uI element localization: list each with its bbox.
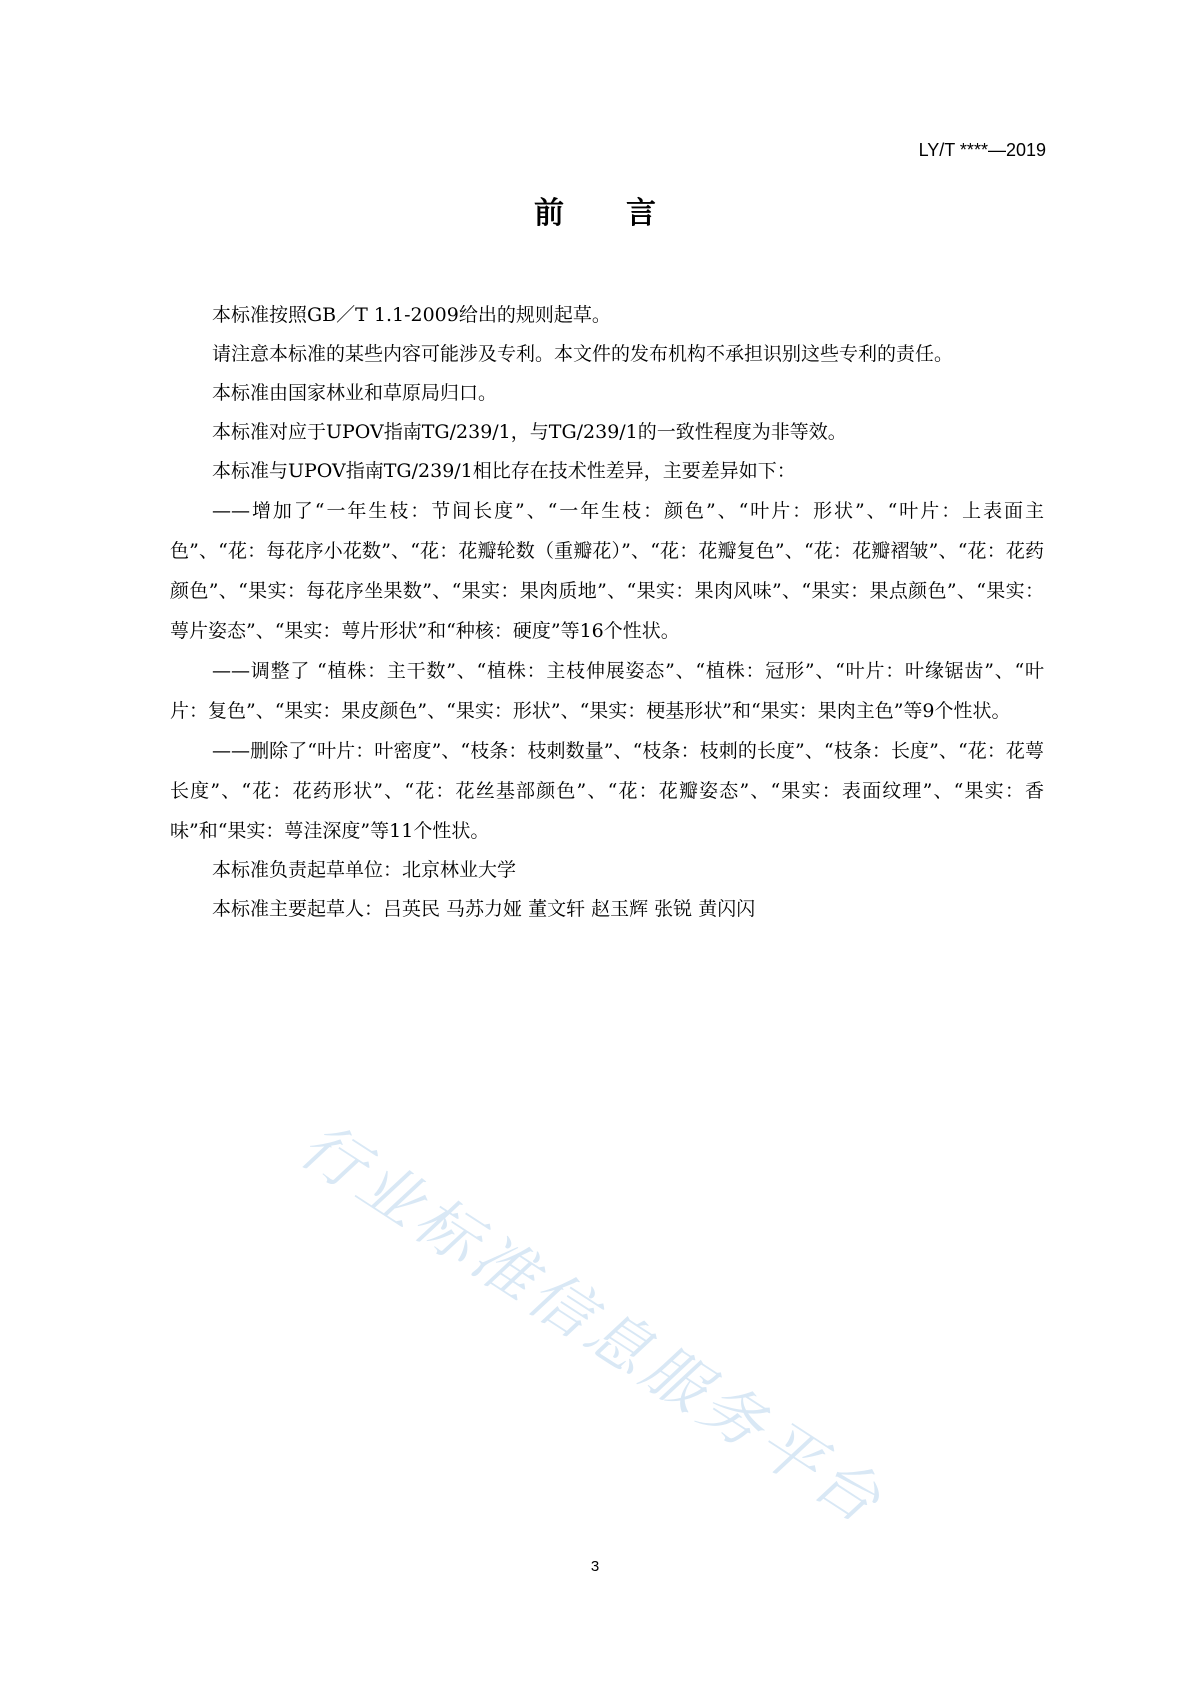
page-number: 3 (590, 1558, 600, 1575)
paragraph-deleted-traits: ——删除了“叶片：叶密度”、“枝条：枝刺数量”、“枝条：枝刺的长度”、“枝条：长度”、“花：花萼长度”、“花：花药形状”、“花：花丝基部颜色”、“花：花瓣姿态”、“果实：表面纹理”、“果实：香味”和“果实：萼洼深度”等11个性状。 (170, 740, 1044, 842)
page-title: 前言 (534, 196, 718, 231)
paragraph-differences-intro: 本标准与UPOV指南TG/239/1相比存在技术性差异，主要差异如下： (212, 460, 796, 482)
paragraph-drafting-unit: 本标准负责起草单位：北京林业大学 (212, 859, 517, 881)
watermark: 行业标准信息服务平台 (287, 1108, 898, 1540)
standard-code: LY/T ****—2019 (918, 140, 1046, 160)
paragraph-drafting-rules: 本标准按照GB／T 1.1-2009给出的规则起草。 (212, 304, 611, 326)
paragraph-drafters: 本标准主要起草人：吕英民 马苏力娅 董文轩 赵玉辉 张锐 黄闪闪 (212, 898, 756, 920)
document-body (170, 303, 1044, 936)
paragraph-patent-notice: 请注意本标准的某些内容可能涉及专利。本文件的发布机构不承担识别这些专利的责任。 (212, 343, 954, 365)
paragraph-added-traits: ——增加了“一年生枝：节间长度”、“一年生枝：颜色”、“叶片：形状”、“叶片：上表面主色”、“花：每花序小花数”、“花：花瓣轮数（重瓣花）”、“花：花瓣复色”、“花：花瓣褶皱”、“花：花药颜色”、“果实：每花序坐果数”、“果实：果肉质地”、“果实：果肉风味”、“果实：果点颜色”、“果实：萼片姿态”、“果实：萼片形状”和“种核：硬度”等16个性状。 (170, 500, 1044, 642)
paragraph-administration: 本标准由国家林业和草原局归口。 (212, 382, 498, 404)
paragraph-adjusted-traits: ——调整了 “植株：主干数”、“植株：主枝伸展姿态”、“植株：冠形”、“叶片：叶缘锯齿”、“叶片：复色”、“果实：果皮颜色”、“果实：形状”、“果实：梗基形状”和“果实：果肉主色”等9个性状。 (170, 660, 1044, 722)
paragraph-correspondence: 本标准对应于UPOV指南TG/239/1，与TG/239/1的一致性程度为非等效。 (212, 421, 847, 443)
